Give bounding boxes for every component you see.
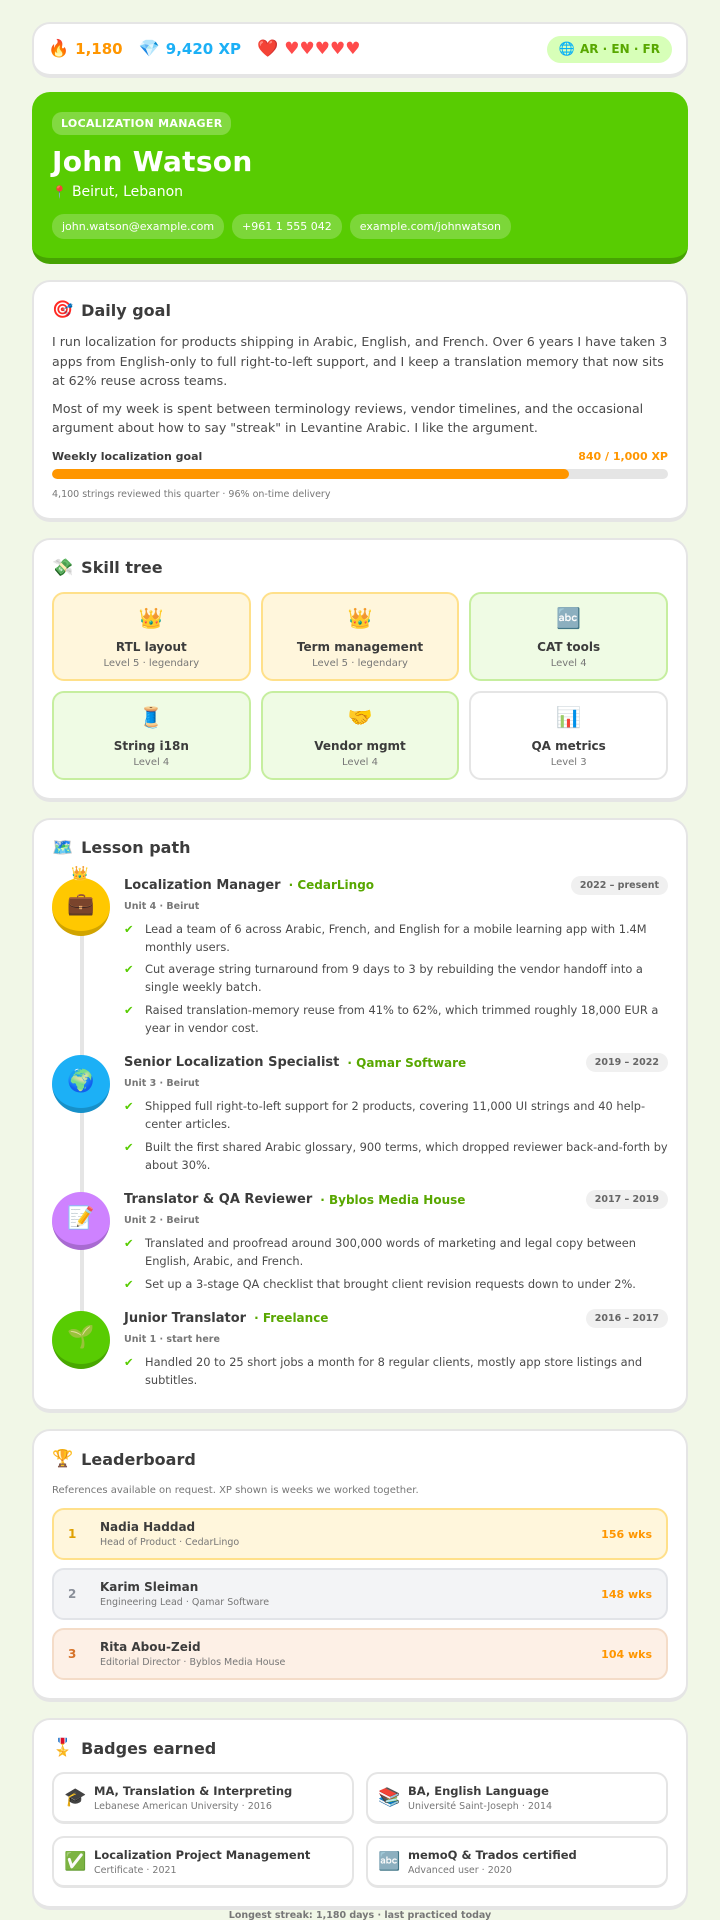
goal-note: 4,100 strings reviewed this quarter · 96% on-time delivery — [52, 488, 331, 500]
path-unit[interactable] — [52, 865, 668, 1038]
skill-vendor-mgmt[interactable] — [261, 691, 460, 780]
badge-card[interactable] — [52, 1836, 354, 1888]
target-icon: 🎯 — [52, 300, 74, 320]
job-unit: Unit 1 · start here — [124, 1333, 220, 1345]
fire-icon: 🔥 — [48, 39, 70, 59]
globe-node[interactable] — [52, 1055, 110, 1113]
skill-name: Term management — [296, 639, 424, 654]
summary-paragraph: I run localization for products shipping in Arabic, English, and French. Over 6 years I have taken 3 apps from English-only to full right-to-left support, and I keep a translation memory that now sits at 62% reuse across teams. — [52, 334, 668, 389]
check-icon: ✔ — [124, 962, 134, 977]
section-title: 🏆 Leaderboard — [52, 1449, 196, 1470]
skill-name: String i18n — [113, 738, 189, 753]
sprout-node[interactable] — [52, 1311, 110, 1369]
weeks-value: 156 wks — [601, 1527, 652, 1541]
section-title: 🎯 Daily goal — [52, 300, 171, 320]
memo-node[interactable] — [52, 1192, 110, 1250]
skill-level: Level 4 — [133, 756, 170, 768]
phone-link[interactable]: +961 1 555 042 — [232, 214, 342, 239]
heart-icon: ♥ — [314, 39, 330, 59]
job-company: · Freelance — [254, 1311, 329, 1326]
skill-level: Level 5 · legendary — [103, 657, 200, 669]
reference-name: Rita Abou-Zeid — [100, 1640, 201, 1655]
goal-progress-bar — [52, 469, 668, 479]
leaderboard-note: References available on request. XP shown is weeks we worked together. — [52, 1485, 419, 1497]
rank: 2 — [68, 1587, 77, 1602]
badge-card[interactable] — [366, 1836, 668, 1888]
check-icon: ✔ — [124, 1236, 134, 1251]
abc-icon: 🔤 — [378, 1851, 401, 1873]
role-badge: LOCALIZATION MANAGER — [52, 112, 231, 135]
section-title: 🎖️ Badges earned — [52, 1738, 217, 1759]
leaderboard-section — [32, 1429, 688, 1702]
list-item: ✔ Shipped full right-to-left support for 2 products, covering 11,000 UI strings and 40 help-center articles. — [124, 1097, 668, 1134]
job-dates: 2016 – 2017 — [586, 1309, 668, 1328]
skill-name: CAT tools — [537, 639, 601, 654]
daily-goal-section — [32, 280, 688, 522]
leaderboard-row[interactable] — [52, 1508, 668, 1560]
heart-icon: ♥ — [329, 39, 346, 59]
badge-card[interactable] — [52, 1772, 354, 1824]
skill-cat-tools[interactable] — [469, 592, 668, 681]
graduation-cap-icon: 🎓 — [64, 1787, 87, 1809]
job-unit: Unit 3 · Beirut — [124, 1078, 200, 1090]
reference-name: Karim Sleiman — [100, 1580, 199, 1595]
website-link[interactable]: example.com/johnwatson — [350, 214, 511, 239]
rank: 1 — [68, 1527, 77, 1542]
language-pill[interactable] — [547, 36, 672, 63]
check-icon: ✔ — [124, 1354, 134, 1369]
reference-name: Nadia Haddad — [100, 1520, 196, 1535]
gem-icon: 💎 — [138, 39, 160, 59]
memo-icon: 📝 — [67, 1206, 95, 1232]
badge-sub: Lebanese American University · 2016 — [94, 1800, 272, 1812]
check-icon: ✔ — [124, 921, 134, 936]
handshake-icon: 🤝 — [347, 704, 373, 729]
skill-level: Level 4 — [550, 657, 587, 669]
location-text: Beirut, Lebanon — [71, 184, 184, 200]
location — [52, 184, 668, 200]
badge-name: MA, Translation & Interpreting — [94, 1783, 293, 1798]
skill-name: RTL layout — [115, 639, 187, 654]
job-title: Senior Localization Specialist — [124, 1055, 340, 1071]
skill-tree-section — [32, 538, 688, 802]
list-item: ✔ Handled 20 to 25 short jobs a month for 8 regular clients, mostly app store listings and subtitles. — [124, 1353, 668, 1390]
hearts — [257, 39, 360, 59]
abc-icon: 🔤 — [556, 605, 582, 630]
stats-bar — [32, 22, 688, 78]
profile-hero — [32, 92, 688, 264]
badge-name: BA, English Language — [408, 1783, 549, 1798]
goal-row — [52, 450, 668, 463]
badge-name: memoQ & Trados certified — [408, 1847, 577, 1862]
list-item: ✔ Cut average string turnaround from 9 days to 3 by rebuilding the vendor handoff into a single weekly batch. — [124, 960, 668, 997]
dollar-icon: 💸 — [52, 557, 74, 578]
pin-icon: 📍 — [52, 185, 67, 199]
briefcase-icon: 💼 — [67, 891, 95, 917]
check-icon: ✔ — [124, 1002, 134, 1017]
badge-name: Localization Project Management — [94, 1847, 311, 1862]
list-item: ✔ Translated and proofread around 300,000 words of marketing and legal copy between English, Arabic, and French. — [124, 1234, 668, 1271]
leaderboard-row[interactable] — [52, 1568, 668, 1620]
briefcase-node[interactable] — [52, 865, 110, 936]
streak-value: 1,180 — [75, 40, 123, 58]
heart-icon: ♥ — [345, 39, 361, 59]
crown-icon: 👑 — [138, 605, 164, 630]
job-unit: Unit 2 · Beirut — [124, 1215, 200, 1227]
skill-name: Vendor mgmt — [314, 738, 406, 753]
job-dates: 2022 – present — [571, 876, 668, 895]
badges-section — [32, 1718, 688, 1910]
skill-grid — [52, 592, 668, 780]
skill-level: Level 4 — [342, 756, 378, 768]
globe-icon: 🌍 — [67, 1069, 95, 1095]
reference-title: Engineering Lead · Qamar Software — [100, 1597, 270, 1609]
xp-counter — [139, 39, 241, 59]
job-company: · Byblos Media House — [320, 1192, 466, 1207]
goal-label: Weekly localization goal — [52, 449, 203, 463]
bar-chart-icon: 📊 — [556, 704, 582, 729]
path-unit[interactable] — [52, 1053, 668, 1174]
check-icon: ✔ — [124, 1139, 134, 1154]
job-dates: 2017 – 2019 — [586, 1190, 668, 1209]
list-item: ✔ Built the first shared Arabic glossary, 900 terms, which dropped reviewer back-and-forth by about 30%. — [124, 1138, 668, 1175]
job-dates: 2019 – 2022 — [586, 1053, 668, 1072]
job-unit: Unit 4 · Beirut — [124, 900, 200, 912]
goal-value: 840 / 1,000 XP — [578, 449, 668, 463]
globe-icon: 🌐 — [558, 41, 575, 57]
xp-value: 9,420 XP — [165, 40, 242, 58]
footer-note: Longest streak: 1,180 days · last practiced today — [228, 1910, 492, 1920]
email-link[interactable]: john.watson@example.com — [52, 214, 224, 239]
thread-icon: 🧵 — [138, 704, 164, 729]
job-title: Translator & QA Reviewer — [124, 1192, 313, 1208]
streak-counter — [48, 39, 123, 59]
badge-grid — [52, 1772, 668, 1888]
sprout-icon: 🌱 — [67, 1324, 95, 1350]
weeks-value: 148 wks — [601, 1587, 652, 1601]
check-icon: ✔ — [124, 1099, 134, 1114]
list-item: ✔ Lead a team of 6 across Arabic, French, and English for a mobile learning app with 1.4M monthly users. — [124, 920, 668, 957]
reference-title: Head of Product · CedarLingo — [100, 1537, 240, 1549]
reference-title: Editorial Director · Byblos Media House — [100, 1657, 286, 1669]
path-unit[interactable] — [52, 1309, 668, 1390]
medal-icon: 🎖️ — [52, 1738, 74, 1759]
profile-name: John Watson — [52, 145, 253, 178]
heart-icon: ❤️ — [257, 39, 279, 59]
skill-level: Level 5 · legendary — [312, 657, 408, 669]
heart-icon: ♥ — [284, 39, 300, 59]
badge-sub: Advanced user · 2020 — [408, 1864, 512, 1876]
heart-icon: ♥ — [299, 39, 315, 59]
trophy-icon: 🏆 — [52, 1449, 74, 1470]
skill-name: QA metrics — [531, 738, 606, 753]
weeks-value: 104 wks — [601, 1647, 652, 1661]
check-box-icon: ✅ — [64, 1851, 87, 1873]
summary-paragraph: Most of my week is spent between terminology reviews, vendor timelines, and the occasional argument about how to say "streak" in Levantine Arabic. I like the argument. — [52, 400, 644, 436]
skill-qa-metrics[interactable] — [469, 691, 668, 780]
badge-card[interactable] — [366, 1772, 668, 1824]
map-icon: 🗺️ — [52, 837, 74, 858]
goal-progress-fill — [52, 469, 569, 479]
badge-sub: Certificate · 2021 — [94, 1864, 177, 1876]
skill-rtl-layout[interactable] — [52, 592, 251, 681]
path-unit[interactable] — [52, 1190, 668, 1293]
list-item: ✔ Raised translation-memory reuse from 41% to 62%, which trimmed roughly 18,000 EUR a year in vendor cost. — [124, 1001, 668, 1038]
rank: 3 — [68, 1647, 77, 1662]
contact-list — [52, 214, 668, 239]
check-icon: ✔ — [124, 1276, 134, 1291]
section-title: 💸 Skill tree — [52, 557, 163, 578]
crown-icon: 👑 — [71, 865, 89, 882]
crown-icon: 👑 — [347, 605, 373, 630]
badge-sub: Université Saint-Joseph · 2014 — [408, 1800, 553, 1812]
list-item: ✔ Set up a 3-stage QA checklist that brought client revision requests down to under 2%. — [124, 1275, 668, 1293]
job-company: · CedarLingo — [288, 878, 375, 893]
skill-term-management[interactable] — [261, 592, 460, 681]
lesson-path — [52, 865, 668, 1390]
job-company: · Qamar Software — [347, 1055, 467, 1070]
skill-level: Level 3 — [550, 756, 587, 768]
lesson-path-section — [32, 818, 688, 1414]
job-title: Localization Manager — [124, 877, 281, 893]
leaderboard-row[interactable] — [52, 1628, 668, 1680]
languages-label: AR · EN · FR — [579, 42, 660, 56]
books-icon: 📚 — [378, 1787, 401, 1809]
job-title: Junior Translator — [124, 1310, 247, 1326]
section-title: 🗺️ Lesson path — [52, 837, 191, 858]
skill-string-i18n[interactable] — [52, 691, 251, 780]
